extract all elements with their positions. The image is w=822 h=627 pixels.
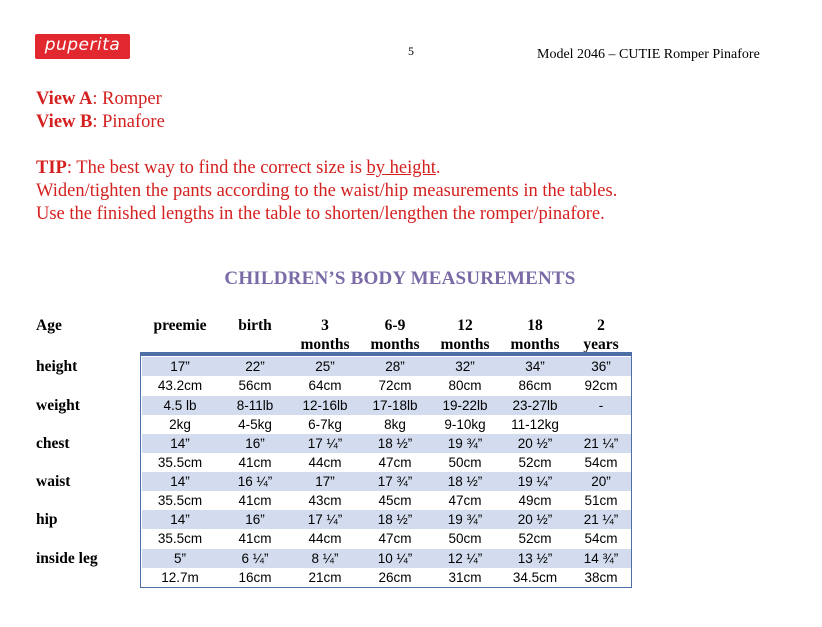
row-label: waist bbox=[36, 473, 71, 490]
view-a-line bbox=[36, 89, 162, 110]
table-cell: 35.5cm bbox=[157, 455, 203, 471]
table-cell: 8kg bbox=[384, 417, 406, 433]
table-cell: 25” bbox=[315, 359, 335, 374]
age-header: Age bbox=[36, 317, 62, 334]
table-cell: 35.5cm bbox=[157, 531, 203, 547]
row-label: weight bbox=[36, 397, 80, 414]
column-header-line-1: 3 bbox=[321, 317, 329, 334]
table-cell: 2kg bbox=[169, 417, 191, 433]
table-cell: 17 ¾” bbox=[377, 474, 413, 489]
column-header bbox=[142, 316, 218, 335]
view-b-text: : Pinafore bbox=[92, 112, 165, 132]
table-cell: - bbox=[598, 398, 604, 413]
table-cell: 19 ¾” bbox=[447, 436, 483, 451]
column-header-line-2: birth bbox=[238, 317, 272, 334]
column-header-line-1: 12 bbox=[457, 317, 473, 334]
table-cell: 17 ¼” bbox=[307, 512, 343, 527]
table-cell: 14 ¾” bbox=[583, 551, 619, 566]
table-cell: 17 ¼” bbox=[307, 436, 343, 451]
table-cell: 36” bbox=[591, 359, 611, 374]
table-cell: 56cm bbox=[238, 378, 272, 394]
table-cell: 18 ½” bbox=[377, 512, 413, 527]
table-cell: 28” bbox=[385, 359, 405, 374]
table-cell: 54cm bbox=[584, 531, 618, 547]
table-cell: 16” bbox=[245, 436, 265, 451]
tip-line-2: Widen/tighten the pants according to the waist/hip measurements in the tables. bbox=[36, 181, 618, 201]
table-cell: 80cm bbox=[448, 378, 482, 394]
table-cell: 35.5cm bbox=[157, 493, 203, 509]
table-cell: 43cm bbox=[308, 493, 342, 509]
table-cell: 44cm bbox=[308, 455, 342, 471]
column-header bbox=[217, 316, 293, 335]
column-header bbox=[427, 316, 503, 354]
table-cell: 20 ½” bbox=[517, 436, 553, 451]
row-label: height bbox=[36, 358, 78, 375]
table-cell: 13 ½” bbox=[517, 551, 553, 566]
table-cell: 21 ¼” bbox=[583, 436, 619, 451]
table-cell: 4.5 lb bbox=[163, 398, 197, 413]
table-cell: 21 ¼” bbox=[583, 512, 619, 527]
column-header-line-1: 2 bbox=[597, 317, 605, 334]
column-header bbox=[357, 316, 433, 354]
table-cell: 50cm bbox=[448, 455, 482, 471]
table-cell: 54cm bbox=[584, 455, 618, 471]
page-number: 5 bbox=[408, 44, 414, 58]
table-cell: 14” bbox=[170, 512, 190, 527]
column-header bbox=[563, 316, 639, 354]
table-cell: 26cm bbox=[378, 570, 412, 586]
tip-period: . bbox=[435, 158, 441, 178]
column-header-line-2: years bbox=[583, 336, 619, 353]
table-cell: 4-5kg bbox=[238, 417, 272, 433]
table-cell: 10 ¼” bbox=[377, 551, 413, 566]
tip-emphasis: by height bbox=[366, 158, 436, 178]
table-cell: 50cm bbox=[448, 531, 482, 547]
tip-line-3: Use the finished lengths in the table to shorten/lengthen the romper/pinafore. bbox=[36, 204, 605, 224]
table-cell: 47cm bbox=[378, 531, 412, 547]
table-cell: 23-27lb bbox=[512, 398, 558, 413]
table-cell: 64cm bbox=[308, 378, 342, 394]
table-cell: 45cm bbox=[378, 493, 412, 509]
table-cell: 9-10kg bbox=[444, 417, 486, 433]
table-cell: 21cm bbox=[308, 570, 342, 586]
table-cell: 12.7m bbox=[161, 570, 199, 586]
table-cell: 86cm bbox=[518, 378, 552, 394]
table-cell: 14” bbox=[170, 474, 190, 489]
table-cell: 17” bbox=[170, 359, 190, 374]
table-cell: 41cm bbox=[238, 531, 272, 547]
table-cell: 18 ½” bbox=[377, 436, 413, 451]
table-cell: 32” bbox=[455, 359, 475, 374]
row-label: chest bbox=[36, 435, 70, 452]
table-cell: 19 ¼” bbox=[517, 474, 553, 489]
table-cell: 49cm bbox=[518, 493, 552, 509]
column-header-line-1: 6-9 bbox=[384, 317, 406, 334]
table-cell: 47cm bbox=[448, 493, 482, 509]
view-a-text: : Romper bbox=[92, 89, 162, 109]
table-cell: 8 ¼” bbox=[311, 551, 339, 566]
table-cell: 12-16lb bbox=[302, 398, 348, 413]
table-cell: 20 ½” bbox=[517, 512, 553, 527]
table-heading: CHILDREN’S BODY MEASUREMENTS bbox=[224, 268, 576, 289]
table-cell: 47cm bbox=[378, 455, 412, 471]
table-cell: 12 ¼” bbox=[447, 551, 483, 566]
table-cell: 34.5cm bbox=[512, 570, 558, 586]
table-cell: 16” bbox=[245, 512, 265, 527]
column-header-line-2: months bbox=[300, 336, 350, 353]
table-cell: 41cm bbox=[238, 493, 272, 509]
tip-line bbox=[36, 158, 441, 179]
table-cell: 17-18lb bbox=[372, 398, 418, 413]
view-a-label: View A bbox=[36, 89, 93, 109]
table-cell: 41cm bbox=[238, 455, 272, 471]
row-label: hip bbox=[36, 511, 58, 528]
table-cell: 11-12kg bbox=[511, 417, 559, 433]
table-cell: 38cm bbox=[584, 570, 618, 586]
table-cell: 19 ¾” bbox=[447, 512, 483, 527]
column-header bbox=[497, 316, 573, 354]
view-b-line bbox=[36, 112, 165, 133]
table-cell: 52cm bbox=[518, 531, 552, 547]
table-cell: 51cm bbox=[584, 493, 618, 509]
table-cell: 22” bbox=[245, 359, 265, 374]
tip-text: : The best way to find the correct size is bbox=[66, 158, 367, 178]
table-cell: 17” bbox=[315, 474, 335, 489]
tip-label: TIP bbox=[36, 158, 67, 178]
column-header bbox=[287, 316, 363, 354]
column-header-line-2: months bbox=[440, 336, 490, 353]
column-header-line-1: 18 bbox=[527, 317, 543, 334]
table-cell: 18 ½” bbox=[447, 474, 483, 489]
column-header-line-2: months bbox=[370, 336, 420, 353]
table-cell: 92cm bbox=[584, 378, 618, 394]
table-cell: 52cm bbox=[518, 455, 552, 471]
column-header-line-2: preemie bbox=[153, 317, 207, 334]
table-cell: 31cm bbox=[448, 570, 482, 586]
table-cell: 16 ¼” bbox=[237, 474, 273, 489]
table-cell: 43.2cm bbox=[157, 378, 203, 394]
table-cell: 34” bbox=[525, 359, 545, 374]
table-cell: 14” bbox=[170, 436, 190, 451]
row-label: inside leg bbox=[36, 550, 98, 567]
table-cell: 6 ¼” bbox=[241, 551, 269, 566]
column-header-line-2: months bbox=[510, 336, 560, 353]
table-cell: 6-7kg bbox=[308, 417, 342, 433]
table-cell: 8-11lb bbox=[236, 398, 274, 413]
logo: puperita bbox=[35, 34, 130, 59]
table-cell: 72cm bbox=[378, 378, 412, 394]
table-cell: 20” bbox=[591, 474, 611, 489]
table-cell: 19-22lb bbox=[442, 398, 488, 413]
table-cell: 44cm bbox=[308, 531, 342, 547]
view-b-label: View B bbox=[36, 112, 93, 132]
table-cell: 5” bbox=[173, 551, 186, 566]
table-cell: 16cm bbox=[238, 570, 272, 586]
model-title: Model 2046 – CUTIE Romper Pinafore bbox=[537, 47, 760, 62]
